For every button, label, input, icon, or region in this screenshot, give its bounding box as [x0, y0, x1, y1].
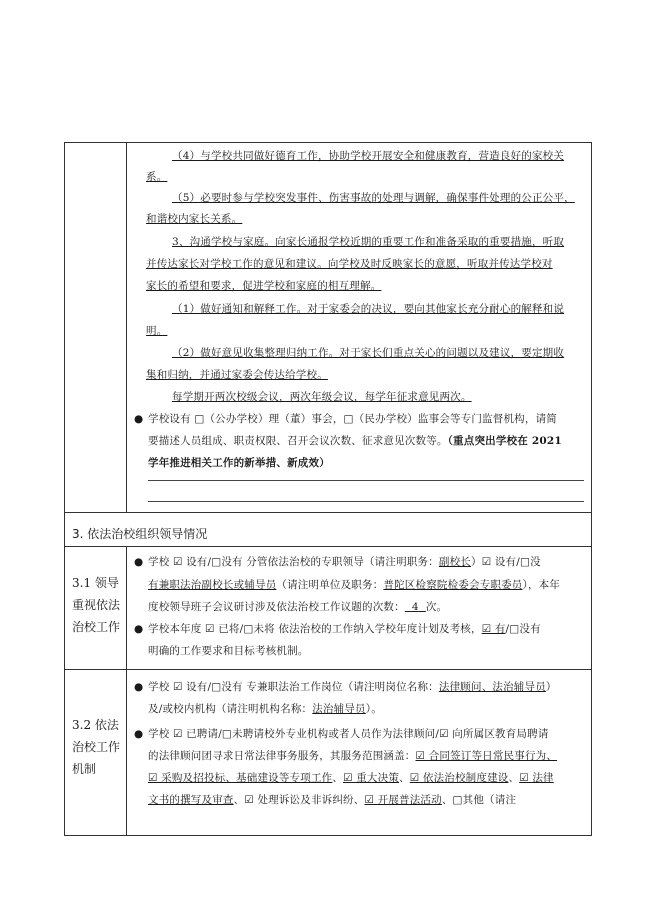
text-line: 学校 ☑ 设有/□没有 专兼职法治工作岗位（请注明岗位名称：法律顾问、法治辅导员） — [148, 681, 557, 693]
filled-value[interactable]: ☑ 依法治校制度建设 — [409, 772, 509, 784]
text-line: （4）与学校共同做好德育工作，协助学校开展安全和健康教育，营造良好的家校关 — [172, 150, 565, 162]
text-line: 学校设有 □（公办学校）理（董）事会，□（民办学校）监事会等专门监督机构，请简 — [148, 413, 557, 425]
bullet-icon: ● — [134, 681, 144, 693]
text-line: 及/或校内机构（请注明机构名称：法治辅导员）。 — [148, 703, 382, 715]
bullet-icon: ● — [134, 623, 144, 635]
row-divider — [64, 512, 592, 513]
filled-value[interactable]: 副校长 — [438, 556, 471, 568]
text-line: 3、沟通学校与家庭。向家长通报学校近期的重要工作和准备采取的重要措施，听取 — [172, 236, 565, 248]
text-line: 明。 — [146, 325, 168, 337]
row-label-3-2: 3.2 依法 治校工作 机制 — [72, 718, 121, 776]
text-line: 集和归纳，并通过家委会传达给学校。 — [146, 369, 328, 381]
text-line: 文书的撰写及审查、☑ 处理诉讼及非诉纠纷、☑ 开展普法活动、□其他（请注 — [148, 794, 517, 806]
text-line: （5）必要时参与学校突发事件、伤害事故的处理与调解，确保事件处理的公正公平， — [172, 192, 575, 204]
filled-value[interactable]: ☑ 重大决策 — [343, 772, 400, 784]
filled-value[interactable]: 4 — [411, 601, 419, 613]
filled-value[interactable]: ☑ 合同签订等日常民事行为、 — [415, 750, 558, 762]
text-line: 系。 — [146, 171, 168, 183]
bullet-icon: ● — [134, 728, 144, 740]
bullet-icon: ● — [134, 556, 144, 568]
section-title: 3. 依法治校组织领导情况 — [72, 527, 208, 541]
filled-value[interactable]: 兼职法治副校长或辅导员 — [158, 579, 277, 591]
filled-value[interactable]: ☑ 法律 — [519, 772, 554, 784]
top-left-column-divider — [126, 142, 127, 512]
text-line: 并传达家长对学校工作的意见和建议。向学校及时反映家长的意愿，听取并传达学校对 — [146, 258, 553, 270]
text-line: ☑ 采购及招投标、基础建设等专项工作、☑ 重大决策、☑ 依法治校制度建设、☑ 法律 — [148, 772, 554, 784]
text-line: 学年推进相关工作的新举措、新成效） — [148, 457, 330, 469]
text-line: 家长的希望和要求，促进学校和家庭的相互理解。 — [146, 280, 382, 292]
text-line: 学校本年度 ☑ 已将/□未将 依法治校的工作纳入学校年度计划及考核，☑ 有/□没有 — [148, 623, 541, 635]
bullet-bold-text: （重点突出学校在 2021 — [447, 435, 562, 447]
filled-value[interactable]: ☑ 采购及招投标、基础建设等专项工作 — [148, 772, 333, 784]
text-line — [148, 431, 562, 452]
text-line: （1）做好通知和解释工作。对于家委会的决议，要向其他家长充分耐心的解释和说 — [172, 303, 565, 315]
bullet-text: 要描述人员组成、职责权限、召开会议次数、征求意见次数等。 — [148, 435, 448, 447]
filled-value[interactable]: ☑ 开展普法活动 — [364, 794, 442, 806]
row-divider — [64, 546, 592, 547]
text-line: 每学期开两次校级会议，两次年级会议，每学年征求意见两次。 — [172, 391, 472, 403]
blank-answer-line[interactable] — [148, 501, 584, 502]
row-label-3-1: 3.1 领导 重视依法 治校工作 — [72, 576, 121, 634]
row-divider — [64, 669, 592, 670]
filled-value[interactable]: ☑ 有 — [481, 623, 506, 635]
text-line: 度校领导班子会议研讨涉及依法治校工作议题的次数： 4 次。 — [148, 601, 448, 613]
filled-value[interactable]: 文书的撰写及审查 — [148, 794, 234, 806]
text-line: （2）做好意见收集整理归纳工作。对于家长们重点关心的问题以及建议，要定期收 — [172, 347, 565, 359]
text-line: 的法律顾问团寻求日常法律事务服务，其服务范围涵盖：☑ 合同签订等日常民事行为、 — [148, 750, 558, 762]
filled-value[interactable]: 法律顾问、法治辅导员 — [438, 681, 546, 693]
text-line: 学校 ☑ 设有/□没有 分管依法治校的专职领导（请注明职务：副校长）☑ 设有/□没 — [148, 556, 541, 568]
filled-value[interactable]: 法治辅导员 — [312, 703, 366, 715]
filled-value[interactable]: 普陀区检察院检委会专职委员 — [383, 579, 523, 591]
text-line: 和谐校内家长关系。 — [146, 213, 243, 225]
text-line: 明确的工作要求和目标考核机制。 — [148, 645, 309, 657]
bullet-icon: ● — [134, 413, 144, 425]
blank-answer-line[interactable] — [148, 480, 584, 481]
text-line: 学校 ☑ 已聘请/□未聘请校外专业机构或者人员作为法律顾问/☑ 向所属区教育局聘请 — [148, 728, 549, 740]
text-line: 有兼职法治副校长或辅导员（请注明单位及职务：普陀区检察院检委会专职委员），本年 — [148, 579, 561, 591]
